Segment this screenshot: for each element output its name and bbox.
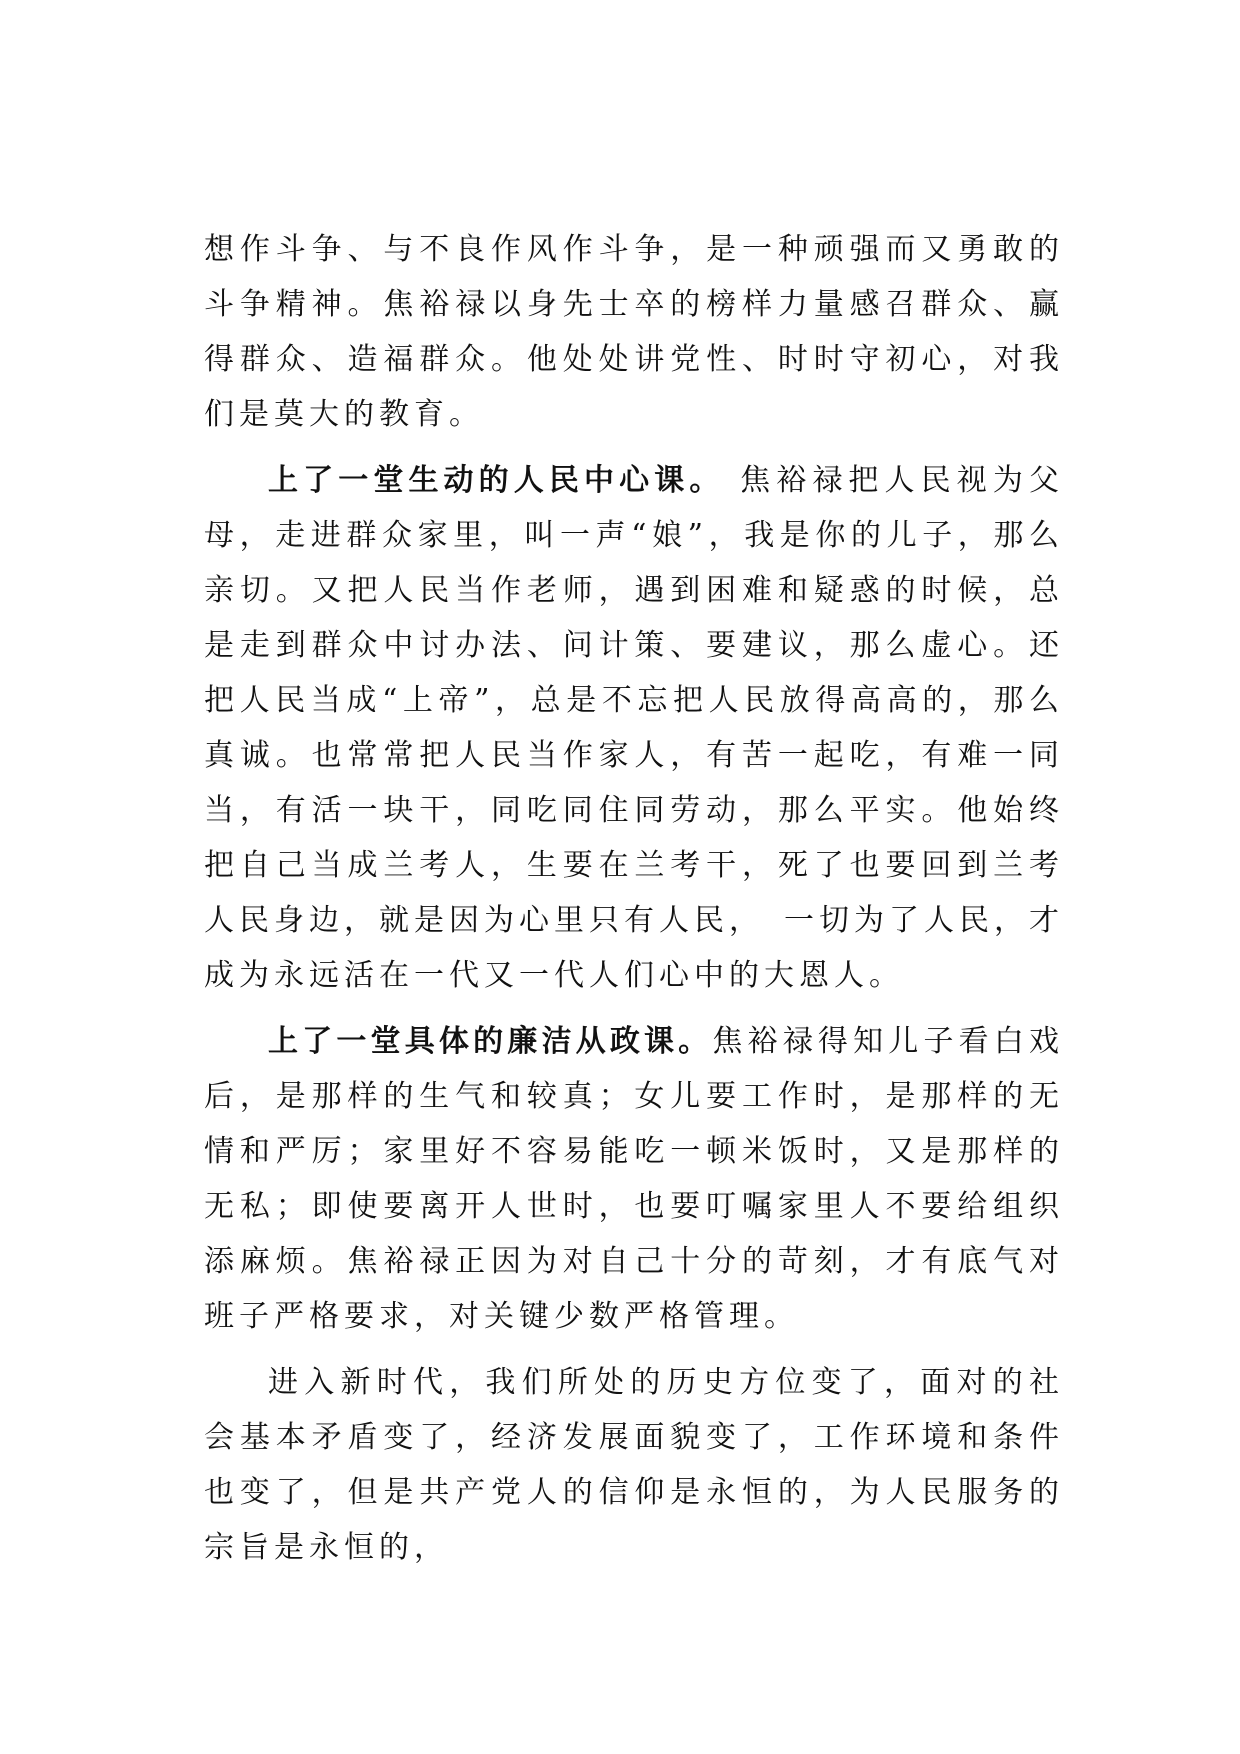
paragraph-body: 焦裕禄把人民视为父母，走进群众家里，叫一声“娘”，我是你的儿子，那么亲切。又把人民当作老师，遇到困难和疑惑的时候，总是走到群众中讨办法、问计策、要建议，那么虚心。还把人民当成“上帝”，总是不忘把人民放得高高的，那么真诚。也常常把人民当作家人，有苦一起吃，有难一同当，有活一块干，同吃同住同劳动，那么平实。他始终把自己当成兰考人，生要在兰考干，死了也要回到兰考人民身边，就是因为心里只有人民， 一切为了人民，才成为永远活在一代又一代人们心中的大恩人。 [204, 463, 1064, 993]
paragraph-struggle-spirit [204, 222, 1064, 442]
body-text [204, 222, 1064, 1586]
paragraph-body: 焦裕禄得知儿子看白戏后，是那样的生气和较真；女儿要工作时，是那样的无情和严厉；家里好不容易能吃一顿米饭时，又是那样的无私；即使要离开人世时，也要叮嘱家里人不要给组织添麻烦。焦裕禄正因为对自己十分的苛刻，才有底气对班子严格要求，对关键少数严格管理。 [204, 1024, 1065, 1334]
paragraph-lead-heading: 上了一堂具体的廉洁从政课。 [268, 1024, 713, 1059]
paragraph-lead-heading: 上了一堂生动的人民中心课。 [268, 463, 725, 498]
paragraph-integrity [204, 1014, 1064, 1344]
paragraph-people-centered [204, 453, 1064, 1003]
paragraph-body: 进入新时代，我们所处的历史方位变了，面对的社会基本矛盾变了，经济发展面貌变了，工作环境和条件也变了，但是共产党人的信仰是永恒的，为人民服务的宗旨是永恒的， [204, 1365, 1064, 1565]
paragraph-new-era [204, 1355, 1064, 1575]
paragraph-body: 想作斗争、与不良作风作斗争，是一种顽强而又勇敢的斗争精神。焦裕禄以身先士卒的榜样力量感召群众、赢得群众、造福群众。他处处讲党性、时时守初心，对我们是莫大的教育。 [204, 232, 1064, 432]
